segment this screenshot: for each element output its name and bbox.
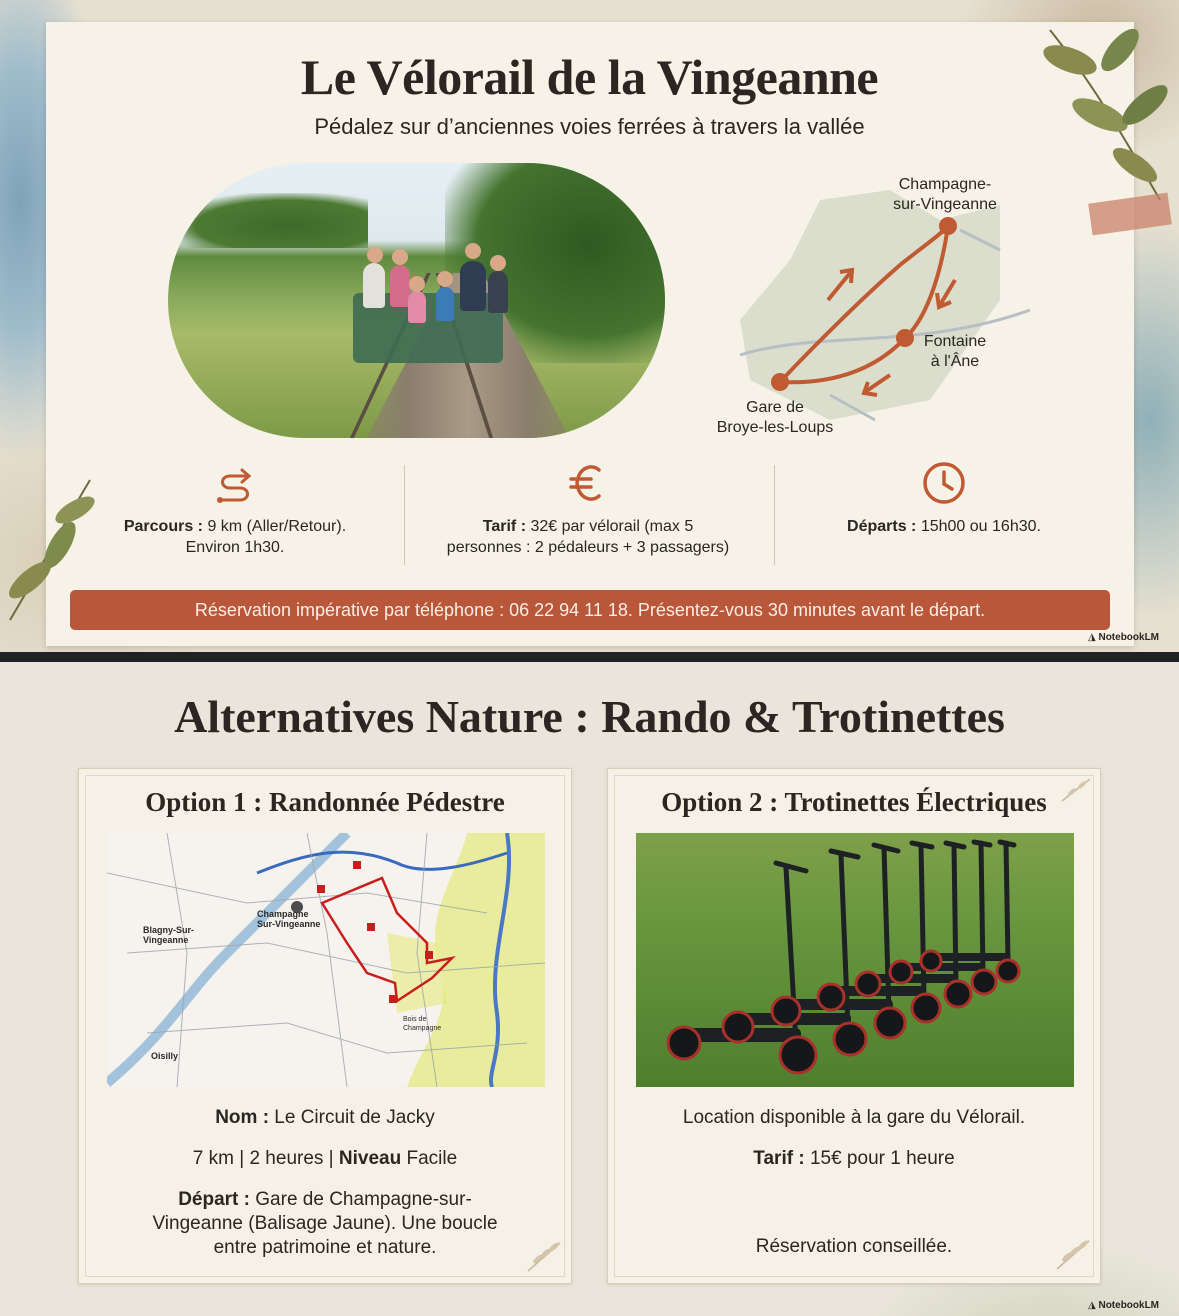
wheat-sprig-icon — [1053, 1237, 1093, 1273]
info-tarif: Tarif : 32€ par vélorail (max 5 personnes : 2 pédaleurs + 3 passagers) — [408, 460, 768, 558]
map-label-fontaine: Fontaine à l'Âne — [923, 333, 987, 370]
option1-stats: 7 km | 2 heures | Niveau Facile — [192, 1148, 458, 1169]
wheat-sprig-icon — [1058, 775, 1094, 805]
svg-text:Champagne: Champagne — [257, 909, 309, 919]
clock-icon — [921, 460, 967, 506]
svg-text:Oisilly: Oisilly — [151, 1051, 179, 1061]
section-divider — [0, 652, 1179, 662]
section-title: Alternatives Nature : Rando & Trotinettes — [174, 691, 1005, 742]
option2-card — [607, 768, 1101, 1284]
svg-text:Sur-Vingeanne: Sur-Vingeanne — [257, 919, 321, 929]
map-label-gare: Gare de Broye-les-Loups — [716, 399, 834, 436]
info-parcours: Parcours : 9 km (Aller/Retour). Environ 1h30. — [55, 460, 415, 558]
page-title: Le Vélorail de la Vingeanne — [300, 49, 879, 105]
velorail-photo — [168, 163, 665, 438]
option2-title: Option 2 : Trotinettes Électriques — [661, 787, 1047, 817]
euro-icon — [565, 460, 611, 506]
hiking-map — [107, 833, 545, 1087]
notebooklm-badge-bottom: ◮ NotebookLM — [1088, 1300, 1160, 1311]
svg-text:Blagny-Sur-: Blagny-Sur- — [143, 925, 195, 935]
scooters-photo — [636, 833, 1074, 1087]
info-departs: Départs : 15h00 ou 16h30. — [764, 460, 1124, 537]
page-subtitle: Pédalez sur d’anciennes voies ferrées à travers la vallée — [314, 114, 865, 139]
svg-text:Champagne: Champagne — [403, 1025, 442, 1032]
svg-text:Bois de: Bois de — [403, 1016, 427, 1023]
hiking-map-drawing — [107, 833, 545, 1087]
reservation-banner: Réservation impérative par téléphone : 06 22 94 11 18. Présentez-vous 30 minutes avant le départ. — [70, 590, 1110, 630]
notebooklm-badge-top: ◮ NotebookLM — [1088, 632, 1160, 643]
option2-reservation: Réservation conseillée. — [755, 1236, 953, 1257]
map-label-champagne: Champagne- sur-Vingeanne — [893, 176, 997, 213]
option1-depart: Départ : Gare de Champagne-sur- Vingeanne (Balisage Jaune). Une boucle entre patrimoine et nature. — [152, 1189, 498, 1258]
option2-location: Location disponible à la gare du Vélorail. — [682, 1107, 1026, 1128]
option1-title: Option 1 : Randonnée Pédestre — [145, 787, 505, 817]
option1-name: Nom : Le Circuit de Jacky — [215, 1107, 435, 1128]
route-icon — [212, 460, 258, 506]
svg-text:Vingeanne: Vingeanne — [143, 935, 189, 945]
scooters-drawing — [636, 833, 1074, 1087]
info-separator — [404, 465, 405, 565]
wheat-sprig-icon — [524, 1239, 564, 1275]
option2-price: Tarif : 15€ pour 1 heure — [753, 1148, 955, 1169]
option1-card — [78, 768, 572, 1284]
